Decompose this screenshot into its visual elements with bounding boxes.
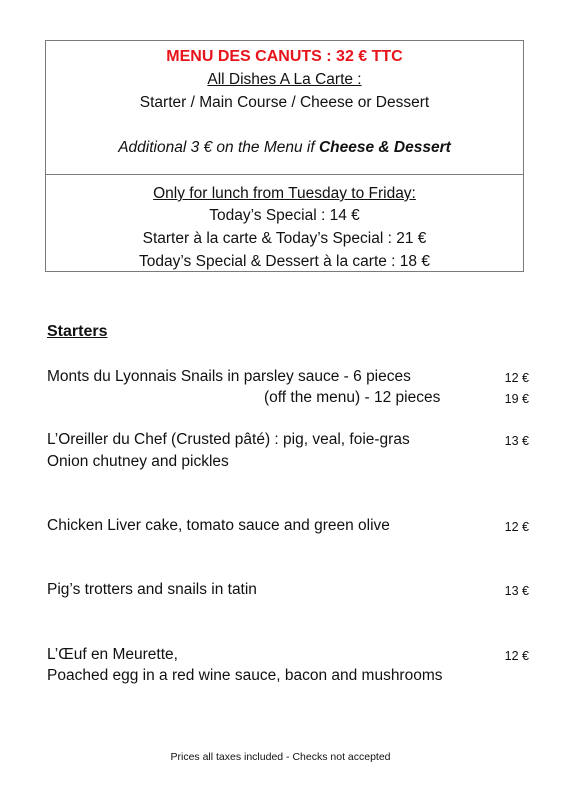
menu-additional-prefix: Additional 3 € on the Menu if xyxy=(118,139,319,156)
menu-box xyxy=(45,40,524,272)
lunch-option: Starter à la carte & Today’s Special : 21 € xyxy=(142,230,427,247)
menu-subtitle-text: All Dishes A La Carte : xyxy=(207,71,362,88)
menu-box-divider xyxy=(46,174,523,175)
lunch-option: Today’s Special : 14 € xyxy=(209,207,360,224)
lunch-option: Today’s Special & Dessert à la carte : 18 € xyxy=(139,253,430,270)
dish-name: Chicken Liver cake, tomato sauce and green olive xyxy=(47,517,390,534)
lunch-heading xyxy=(46,184,523,204)
menu-title: MENU DES CANUTS : 32 € TTC xyxy=(166,48,403,65)
menu-additional xyxy=(46,138,523,158)
menu-subtitle xyxy=(46,70,523,90)
dish-name: Pig’s trotters and snails in tatin xyxy=(47,581,257,598)
menu-courses: Starter / Main Course / Cheese or Dessert xyxy=(139,94,430,111)
dish-price: 13 € xyxy=(504,434,529,448)
dish-price: 12 € xyxy=(504,649,529,663)
dish-name: L’Oreiller du Chef (Crusted pâté) : pig, veal, foie-gras xyxy=(47,431,410,448)
footer-note: Prices all taxes included - Checks not accepted xyxy=(170,751,391,763)
dish-name: Monts du Lyonnais Snails in parsley sauce - 6 pieces xyxy=(47,368,411,385)
lunch-heading-text: Only for lunch from Tuesday to Friday: xyxy=(153,185,416,202)
menu-additional-bold: Cheese & Dessert xyxy=(318,139,451,156)
dish-name: L’Œuf en Meurette, xyxy=(47,646,178,663)
dish-price: 13 € xyxy=(504,584,529,598)
dish-description: Poached egg in a red wine sauce, bacon and mushrooms xyxy=(47,667,443,684)
dish-price: 12 € xyxy=(504,520,529,534)
dish-variant: (off the menu) - 12 pieces xyxy=(264,389,441,406)
dish-description: Onion chutney and pickles xyxy=(47,453,229,470)
dish-price: 12 € xyxy=(504,371,529,385)
starters-heading: Starters xyxy=(47,323,108,340)
dish-price: 19 € xyxy=(504,392,529,406)
